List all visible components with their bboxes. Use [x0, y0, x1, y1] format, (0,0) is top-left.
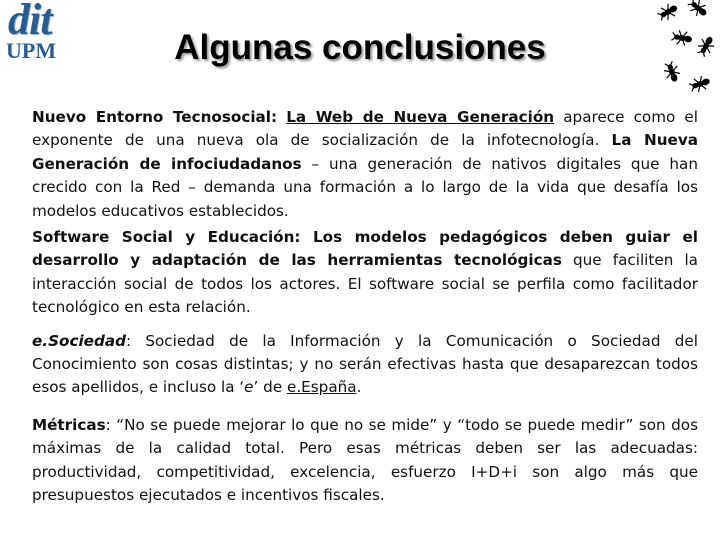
paragraph-text: : “No se puede mejorar lo que no se mide” y “todo se puede medir” son dos máximas de la calidad total. Pero esas métricas deben ser las adecuadas: productividad, competitividad, excelencia, esfuerzo I+D+i son algo más que presupuestos ejecutados e incentivos fiscales.	[32, 415, 698, 505]
paragraph-end: .	[356, 378, 362, 397]
paragraph-lead: Nuevo Entorno Tecnosocial:	[32, 108, 278, 126]
paragraph-esociedad	[32, 330, 698, 400]
paragraph-metricas	[32, 414, 698, 508]
ants-illustration-icon	[648, 0, 720, 100]
paragraph-lead: Métricas	[32, 415, 106, 434]
paragraph-lead: e.Sociedad	[32, 331, 126, 350]
paragraph-text: – una generación de nativos digitales que han crecido con la Red – demanda una formación a lo largo de la vida que desafía los modelos educativos establecidos.	[32, 154, 698, 220]
e-letter: e	[244, 378, 254, 397]
logo-upm-text: UPM	[6, 38, 57, 63]
paragraph-lead: Software Social y Educación: Los modelos pedagógicos deben guiar el desarrollo y adaptación de las herramientas tecnológicas	[32, 228, 698, 270]
paragraph-software-social	[32, 226, 698, 320]
paragraph-nuevo-entorno	[32, 106, 698, 223]
web-nueva-generacion-link[interactable]: La Web de Nueva Generación	[286, 108, 555, 126]
paragraph-text: aparece como el exponente de una nueva ola de socialización de la infotecnología.	[32, 108, 699, 150]
paragraph-bold-phrase: La Nueva Generación de infociudadanos	[32, 131, 698, 173]
slide-title: Algunas conclusiones	[174, 28, 546, 67]
slide-body	[32, 106, 698, 511]
e-espana-link[interactable]: e.España	[287, 378, 357, 397]
paragraph-text: que faciliten la interacción social de todos los actores. El software social se perfila como facilitador tecnológico en esta relación.	[32, 251, 698, 317]
paragraph-text: : Sociedad de la Información y la Comunicación o Sociedad del Conocimiento son cosas distintas; y no serán efectivas hasta que desaparezcan todos esos apellidos, e incluso la ‘	[32, 331, 698, 397]
logo-dit-text: dit	[8, 0, 52, 44]
paragraph-text: ’ de	[253, 378, 287, 397]
